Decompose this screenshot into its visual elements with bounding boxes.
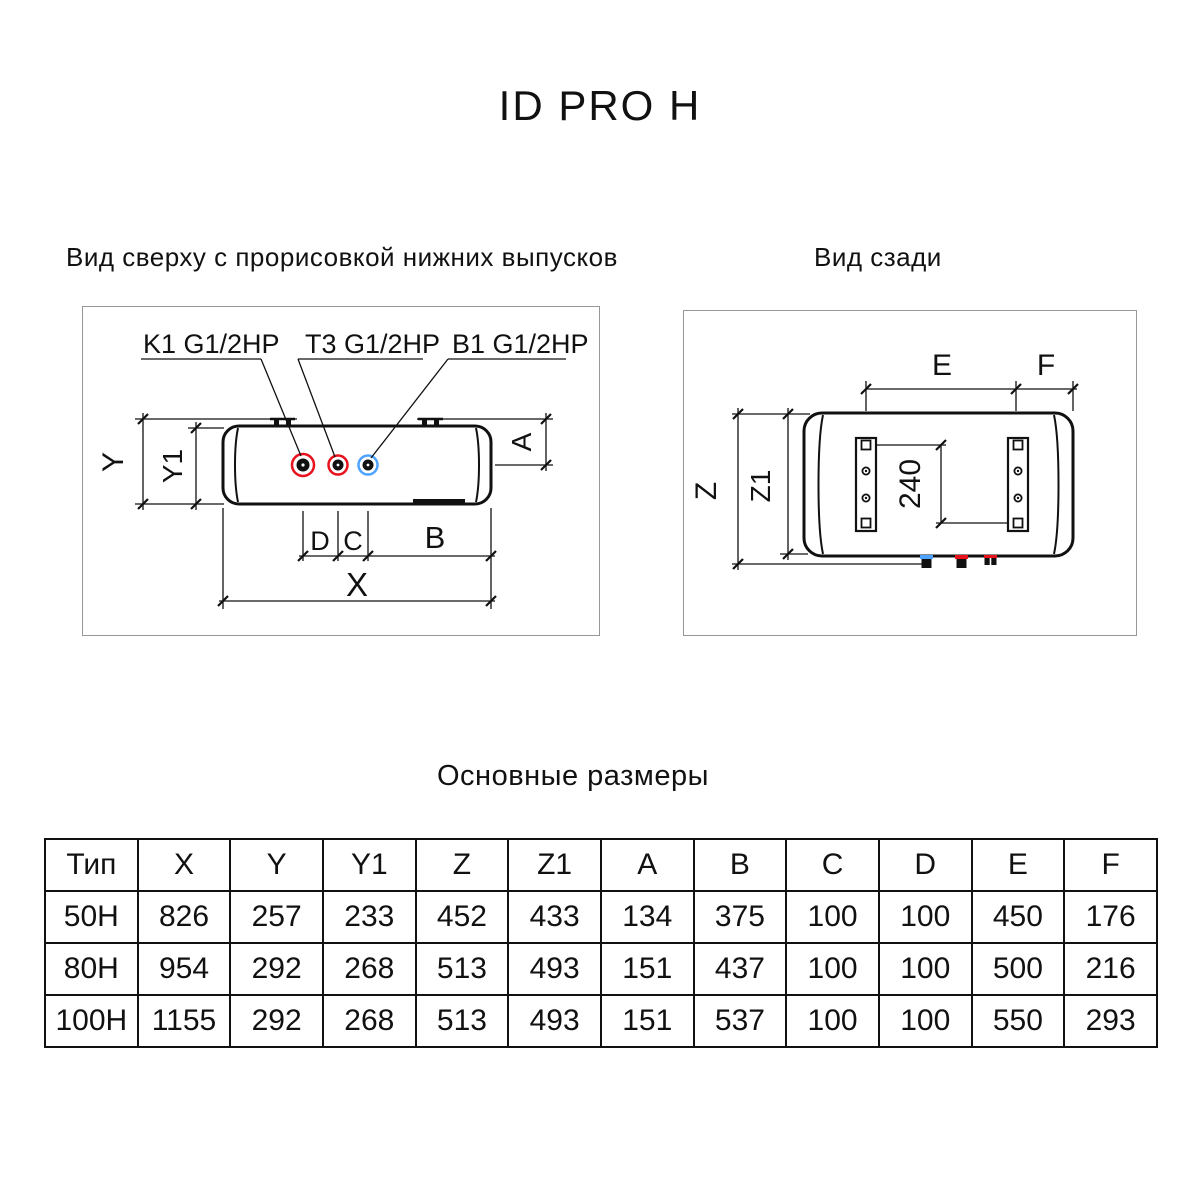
dim-label-z: Z bbox=[690, 481, 723, 501]
port-t3 bbox=[329, 456, 348, 475]
column-header: Z1 bbox=[508, 839, 601, 891]
dimension-cell: 500 bbox=[972, 943, 1065, 995]
dimension-cell: 100 bbox=[879, 995, 972, 1047]
dimension-cell: 433 bbox=[508, 891, 601, 943]
top-view-frame bbox=[82, 306, 600, 636]
table-row bbox=[45, 995, 1157, 1047]
mounting-bracket-right bbox=[1008, 438, 1028, 531]
mounting-bracket-left bbox=[856, 438, 876, 531]
page-title: ID PRO H bbox=[498, 82, 702, 129]
dim-label-240: 240 bbox=[894, 458, 927, 510]
dim-label-e: E bbox=[931, 349, 953, 382]
port-label-t3: T3 G1/2HP bbox=[305, 329, 441, 359]
dimension-cell: 513 bbox=[416, 995, 509, 1047]
pipe-stub-hot bbox=[955, 555, 968, 568]
column-header: Тип bbox=[45, 839, 138, 891]
dimension-cell: 257 bbox=[230, 891, 323, 943]
dimension-cell: 100 bbox=[786, 995, 879, 1047]
dimension-cell: 292 bbox=[230, 943, 323, 995]
column-header: D bbox=[879, 839, 972, 891]
dim-label-y1: Y1 bbox=[157, 448, 188, 484]
dimension-cell: 1155 bbox=[138, 995, 231, 1047]
table-body bbox=[45, 891, 1157, 1047]
dimension-cell: 176 bbox=[1064, 891, 1157, 943]
dimension-cell: 437 bbox=[694, 943, 787, 995]
dimension-cell: 954 bbox=[138, 943, 231, 995]
column-header: X bbox=[138, 839, 231, 891]
table-head bbox=[45, 839, 1157, 891]
dimension-cell: 375 bbox=[694, 891, 787, 943]
dimension-cell: 268 bbox=[323, 995, 416, 1047]
dimension-cell: 151 bbox=[601, 943, 694, 995]
dim-label-b: B bbox=[424, 520, 446, 555]
dimension-dcbx bbox=[218, 508, 496, 609]
dimension-y bbox=[97, 413, 297, 510]
table-row bbox=[45, 943, 1157, 995]
dimension-240 bbox=[876, 440, 1008, 528]
dimension-cell: 537 bbox=[694, 995, 787, 1047]
column-header: Z bbox=[416, 839, 509, 891]
dim-label-d: D bbox=[310, 526, 330, 556]
column-header: F bbox=[1064, 839, 1157, 891]
tank-body-top bbox=[223, 419, 491, 504]
dimension-ef bbox=[861, 349, 1078, 411]
header-row bbox=[45, 839, 1157, 891]
column-header: B bbox=[694, 839, 787, 891]
dimensions-table bbox=[44, 838, 1158, 1048]
tank-body-rear bbox=[804, 413, 1073, 556]
table-title: Основные размеры bbox=[437, 760, 709, 792]
dimension-cell: 513 bbox=[416, 943, 509, 995]
dimension-cell: 100 bbox=[879, 891, 972, 943]
column-header: A bbox=[601, 839, 694, 891]
dimension-cell: 268 bbox=[323, 943, 416, 995]
table-row bbox=[45, 891, 1157, 943]
dimension-cell: 826 bbox=[138, 891, 231, 943]
top-view-drawing bbox=[83, 307, 599, 635]
dimension-cell: 100 bbox=[786, 943, 879, 995]
rear-view-drawing bbox=[684, 311, 1136, 635]
port-k1 bbox=[292, 454, 314, 476]
dim-label-f: F bbox=[1036, 349, 1056, 382]
dimension-cell: 450 bbox=[972, 891, 1065, 943]
dimension-cell: 493 bbox=[508, 995, 601, 1047]
dim-label-a: A bbox=[506, 432, 537, 452]
column-header: Y1 bbox=[323, 839, 416, 891]
pipe-stub-valve bbox=[984, 555, 997, 565]
port-label-k1: K1 G1/2HP bbox=[143, 329, 280, 359]
dimension-cell: 80Н bbox=[45, 943, 138, 995]
rear-view-caption: Вид сзади bbox=[814, 242, 942, 272]
dimension-cell: 100 bbox=[879, 943, 972, 995]
column-header: Y bbox=[230, 839, 323, 891]
dimension-cell: 134 bbox=[601, 891, 694, 943]
dimension-cell: 50Н bbox=[45, 891, 138, 943]
dimension-cell: 100 bbox=[786, 891, 879, 943]
dim-label-z1: Z1 bbox=[745, 469, 776, 503]
rear-view-frame bbox=[683, 310, 1137, 636]
dimension-cell: 550 bbox=[972, 995, 1065, 1047]
dimension-cell: 293 bbox=[1064, 995, 1157, 1047]
dimension-cell: 151 bbox=[601, 995, 694, 1047]
dim-label-x: X bbox=[345, 566, 369, 603]
top-view-caption: Вид сверху с прорисовкой нижних выпусков bbox=[66, 242, 618, 272]
dim-label-c: C bbox=[343, 526, 363, 556]
port-label-b1: B1 G1/2HP bbox=[452, 329, 589, 359]
dim-label-y: Y bbox=[97, 451, 130, 473]
pipe-stub-cold bbox=[920, 555, 933, 568]
dimension-cell: 452 bbox=[416, 891, 509, 943]
dimension-cell: 493 bbox=[508, 943, 601, 995]
port-b1 bbox=[359, 456, 378, 475]
dimension-cell: 292 bbox=[230, 995, 323, 1047]
dimension-cell: 216 bbox=[1064, 943, 1157, 995]
column-header: E bbox=[972, 839, 1065, 891]
rating-label-strip bbox=[413, 499, 465, 504]
column-header: C bbox=[786, 839, 879, 891]
dimension-cell: 233 bbox=[323, 891, 416, 943]
dimension-cell: 100Н bbox=[45, 995, 138, 1047]
